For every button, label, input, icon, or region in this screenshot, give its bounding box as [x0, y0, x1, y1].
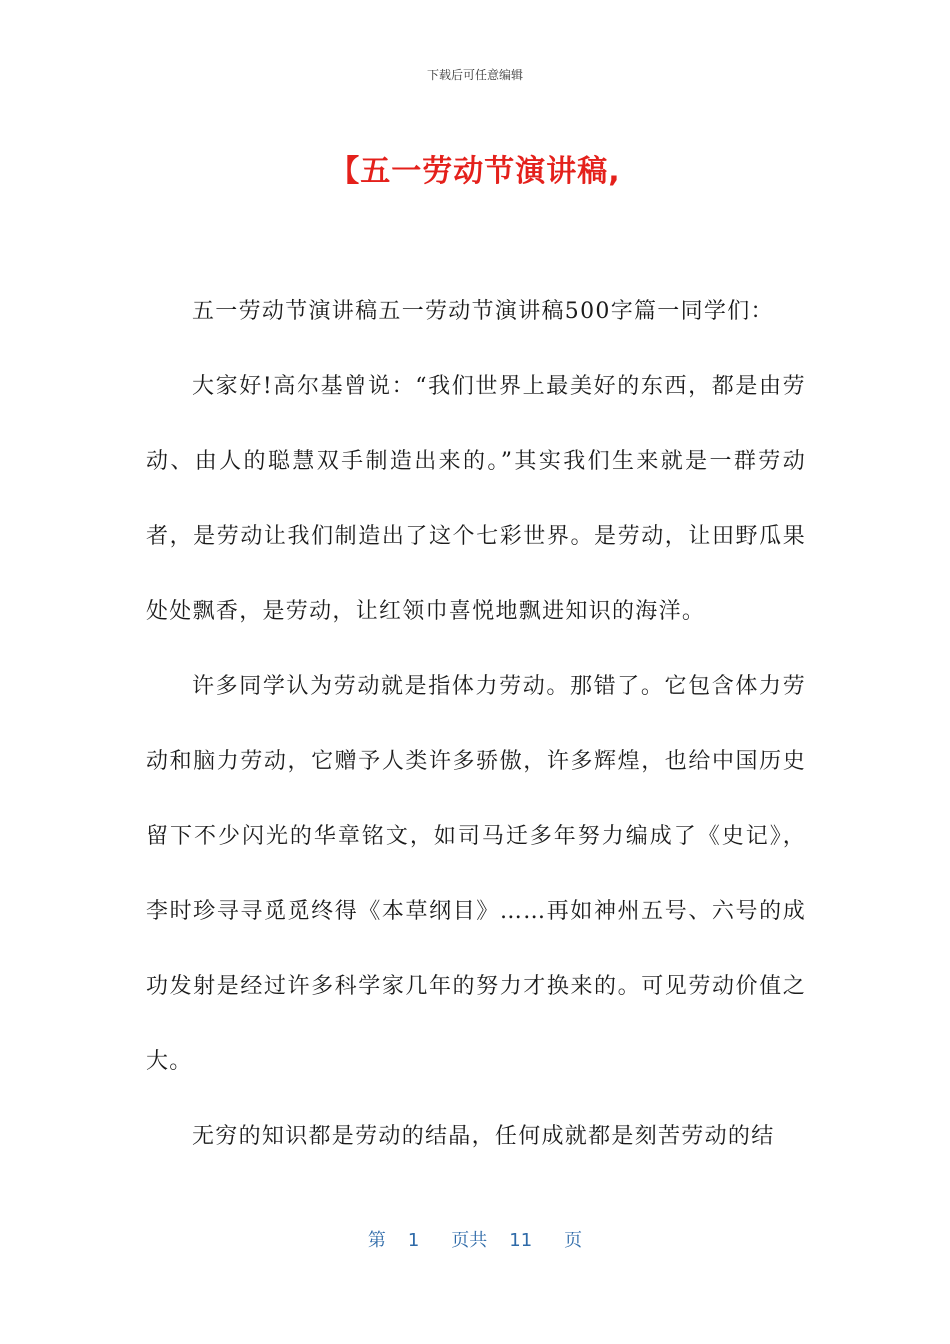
footer-page-prefix: 第 — [367, 1230, 386, 1251]
page-footer — [0, 1226, 950, 1252]
footer-page-total: 11 — [509, 1230, 533, 1251]
footer-page-mid: 页共 — [451, 1230, 488, 1251]
paragraph: 五一劳动节演讲稿五一劳动节演讲稿500字篇一同学们： — [192, 299, 774, 324]
page-header-note: 下载后可任意编辑 — [426, 68, 523, 82]
paragraph: 许多同学认为劳动就是指体力劳动。那错了。它包含体力劳动和脑力劳动，它赠予人类许多骄傲，许多辉煌，也给中国历史留下不少闪光的华章铭文，如司马迁多年努力编成了《史记》，李时珍寻寻觅觅终得《本草纲目》……再如神州五号、六号的成功发射是经过许多科学家几年的努力才换来的。可见劳动价值之大。 — [146, 674, 806, 1074]
document-title: 【五一劳动节演讲稿, — [329, 154, 621, 189]
footer-page-number: 1 — [407, 1230, 420, 1251]
document-body — [146, 274, 806, 1174]
paragraph: 大家好!高尔基曾说：“我们世界上最美好的东西，都是由劳动、由人的聪慧双手制造出来的。”其实我们生来就是一群劳动者，是劳动让我们制造出了这个七彩世界。是劳动，让田野瓜果处处飘香，是劳动，让红领巾喜悦地飘进知识的海洋。 — [146, 374, 806, 624]
footer-page-suffix: 页 — [564, 1230, 583, 1251]
paragraph: 无穷的知识都是劳动的结晶，任何成就都是刻苦劳动的结 — [192, 1124, 775, 1149]
